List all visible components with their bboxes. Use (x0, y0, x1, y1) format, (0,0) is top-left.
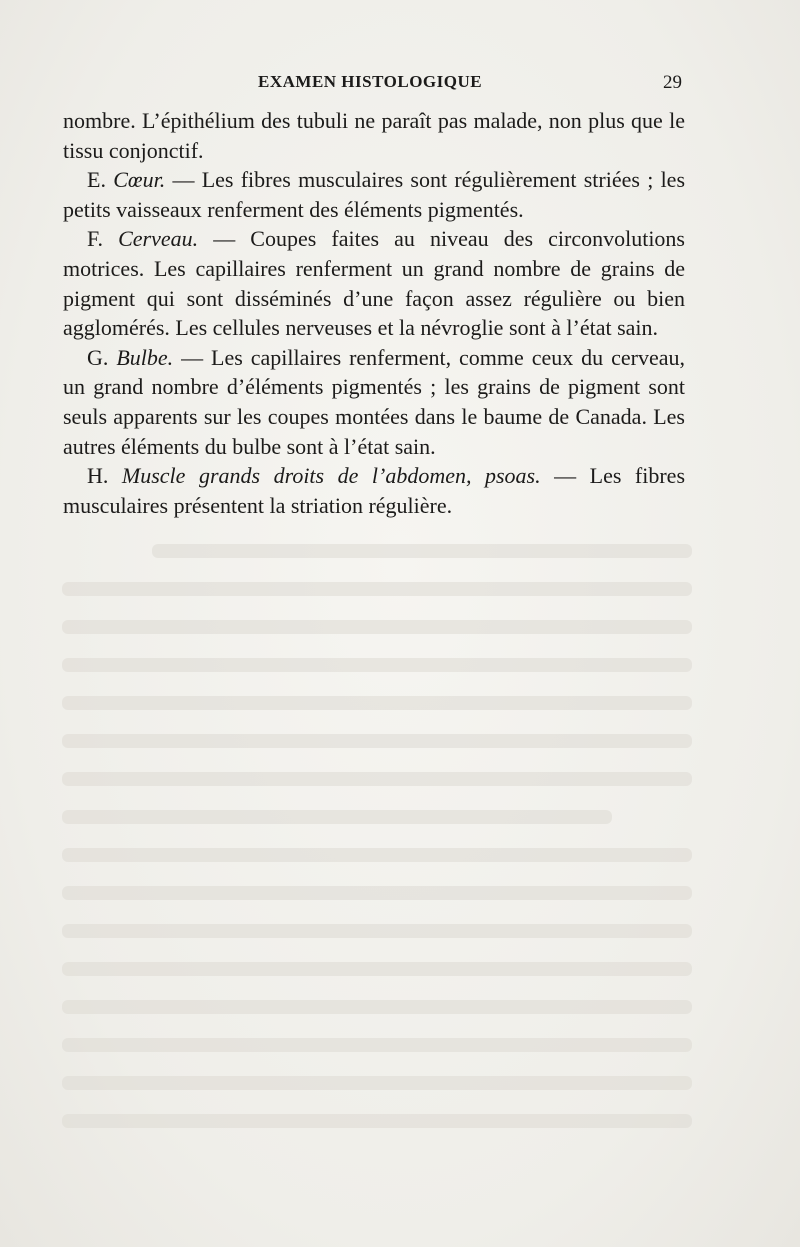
section-label: G. (87, 344, 109, 370)
section-title: Bulbe. (116, 344, 174, 370)
show-through-texture (62, 536, 692, 1169)
section-title: Muscle grands droits de l’abdomen, psoas. (121, 463, 541, 489)
paragraph-text: nombre. L’épithélium des tubuli ne paraît pas malade, non plus que le tissu conjonctif. (63, 108, 685, 163)
section-label: F. (87, 226, 103, 252)
running-header (0, 70, 800, 96)
section-cerveau (63, 224, 685, 342)
section-label: E. (87, 167, 106, 193)
section-label: H. (87, 463, 109, 489)
paragraph-text: — Coupes faites au niveau des circonvolutions motrices. Les capillaires renferment un grand nombre de grains de pigment qui sont disséminés d’une façon assez régulière ou bien agglomérés. Les cellules nerveuses et la névroglie sont à l’état sain. (63, 226, 685, 341)
show-through-lines (62, 536, 692, 1156)
page-number: 29 (663, 72, 682, 93)
section-coeur (63, 165, 685, 224)
paragraph-text: — Les fibres musculaires sont régulièrement striées ; les petits vaisseaux renferment des éléments pigmentés. (63, 167, 686, 222)
running-title: EXAMEN HISTOLOGIQUE (258, 72, 483, 91)
body-text (63, 106, 685, 520)
section-title: Cœur. (113, 167, 166, 193)
paragraph-text: — Les capillaires renferment, comme ceux du cerveau, un grand nombre d’éléments pigmentés ; les grains de pigment sont seuls apparents sur les coupes montées dans le baume de Canada. Les autres éléments du bulbe sont à l’état sain. (63, 344, 686, 459)
paragraph-text: — Les fibres musculaires présentent la striation régulière. (63, 463, 686, 518)
section-bulbe (63, 343, 685, 461)
section-muscle (63, 461, 685, 520)
section-title: Cerveau. (118, 226, 199, 252)
paragraph-continuation (63, 106, 685, 165)
